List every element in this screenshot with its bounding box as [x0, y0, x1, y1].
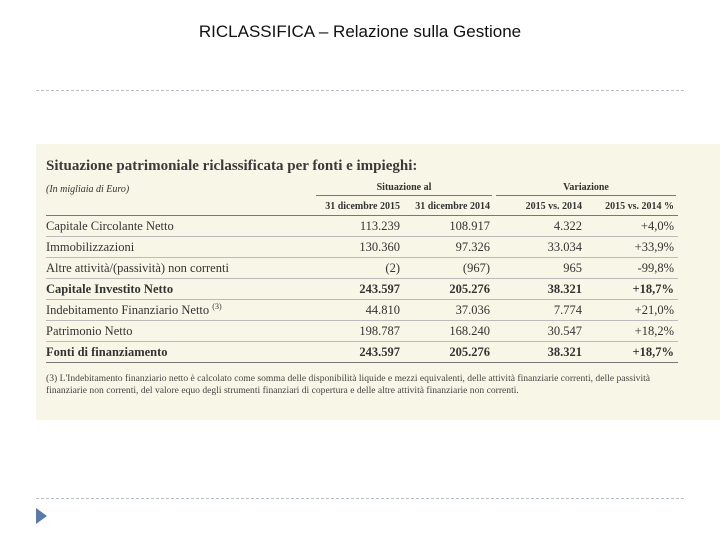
- group-header-variazione: Variazione: [494, 181, 678, 197]
- footnote: (3) L'Indebitamento finanziario netto è calcolato come somma delle disponibilità liquide e mezzi equivalenti, delle attività finanziarie correnti, delle passività finanziarie non correnti, del valore equo degli strumenti finanziari di copertura e delle altre attività finanziarie non correnti.: [46, 373, 651, 396]
- row-label: Fonti di finanziamento: [46, 342, 314, 363]
- cell: 4.322: [494, 216, 586, 237]
- cell: 30.547: [494, 321, 586, 342]
- table-row: [46, 258, 678, 279]
- table-row: [46, 321, 678, 342]
- row-label: Capitale Circolante Netto: [46, 216, 314, 237]
- cell: +18,2%: [586, 321, 678, 342]
- cell: +33,9%: [586, 237, 678, 258]
- cell: 198.787: [314, 321, 404, 342]
- balance-sheet-table: [46, 181, 678, 363]
- cell: +4,0%: [586, 216, 678, 237]
- cell: 965: [494, 258, 586, 279]
- cell: (2): [314, 258, 404, 279]
- cell: 205.276: [404, 342, 494, 363]
- cell: 243.597: [314, 342, 404, 363]
- document: [46, 158, 686, 397]
- table-row-total: [46, 279, 678, 300]
- document-image: [36, 144, 720, 420]
- cell: -99,8%: [586, 258, 678, 279]
- triangle-bullet-icon: [36, 508, 47, 524]
- cell: 205.276: [404, 279, 494, 300]
- bottom-divider: [36, 498, 684, 499]
- cell: 243.597: [314, 279, 404, 300]
- column-header: 2015 vs. 2014 %: [586, 197, 678, 216]
- cell: 44.810: [314, 300, 404, 321]
- row-label: Altre attività/(passività) non correnti: [46, 258, 314, 279]
- table-row: [46, 216, 678, 237]
- table-row: [46, 237, 678, 258]
- group-header-row: [46, 181, 678, 197]
- cell: 7.774: [494, 300, 586, 321]
- column-header: 31 dicembre 2014: [404, 197, 494, 216]
- row-label: Capitale Investito Netto: [46, 279, 314, 300]
- table-row: [46, 300, 678, 321]
- top-divider: [36, 90, 684, 91]
- unit-label: (In migliaia di Euro): [46, 183, 130, 195]
- cell: +18,7%: [586, 279, 678, 300]
- cell: 37.036: [404, 300, 494, 321]
- cell: 113.239: [314, 216, 404, 237]
- table-row-total: [46, 342, 678, 363]
- column-header-row: [46, 197, 678, 216]
- cell: 97.326: [404, 237, 494, 258]
- cell: 33.034: [494, 237, 586, 258]
- group-header-situazione: Situazione al: [314, 181, 494, 197]
- cell: (967): [404, 258, 494, 279]
- row-label: Immobilizzazioni: [46, 237, 314, 258]
- cell: 38.321: [494, 279, 586, 300]
- row-label: Indebitamento Finanziario Netto $^{(3)}$: [46, 300, 314, 321]
- cell: 38.321: [494, 342, 586, 363]
- cell: +21,0%: [586, 300, 678, 321]
- cell: 168.240: [404, 321, 494, 342]
- column-header: 31 dicembre 2015: [314, 197, 404, 216]
- row-label: Patrimonio Netto: [46, 321, 314, 342]
- cell: 130.360: [314, 237, 404, 258]
- footnote-ref: (3): [212, 301, 222, 311]
- column-header: 2015 vs. 2014: [494, 197, 586, 216]
- document-title: Situazione patrimoniale riclassificata per fonti e impieghi:: [46, 158, 418, 174]
- cell: 108.917: [404, 216, 494, 237]
- cell: +18,7%: [586, 342, 678, 363]
- slide-title: RICLASSIFICA – Relazione sulla Gestione: [198, 22, 522, 41]
